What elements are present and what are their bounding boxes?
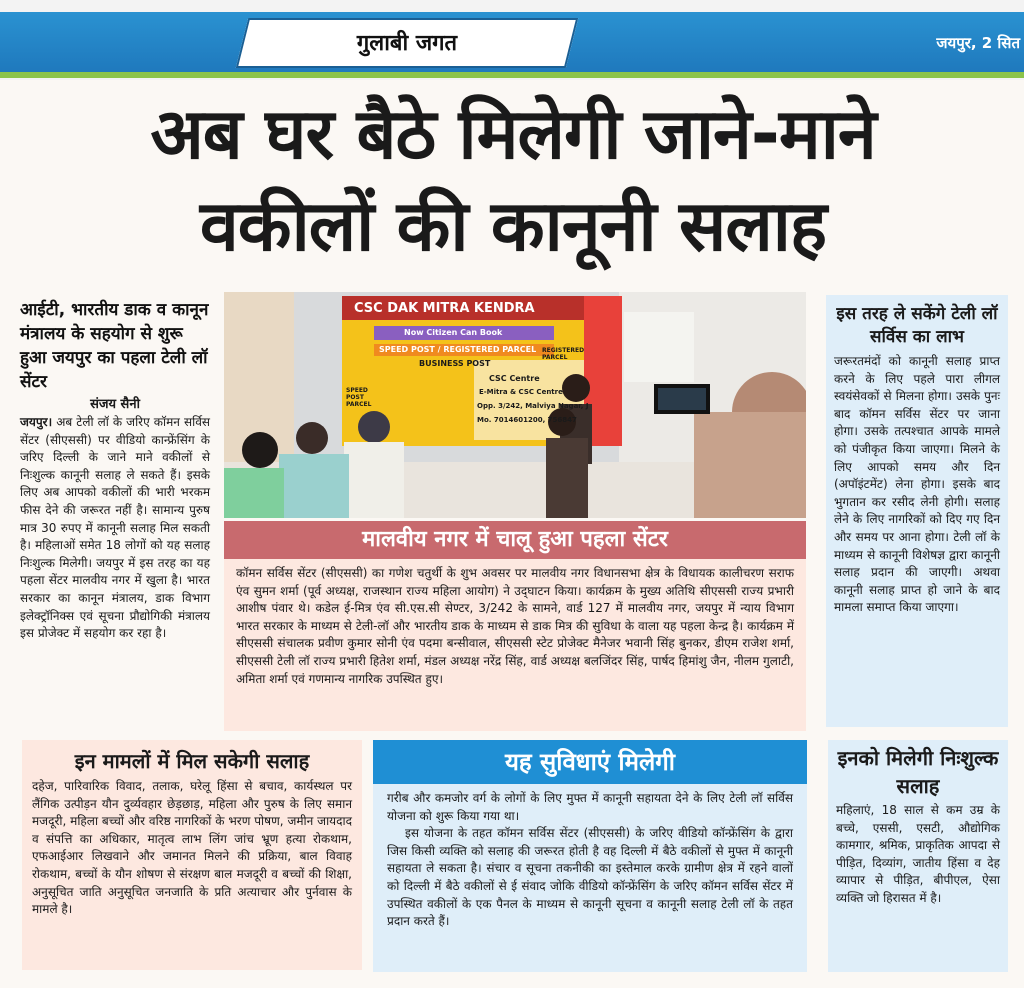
cases-box [22, 740, 362, 970]
facility-box-title: यह सुविधाएं मिलेगी [373, 740, 807, 784]
sign-line-4: CSC Centre [489, 374, 540, 383]
headline [8, 88, 1018, 272]
headline-line-2: वकीलों की कानूनी सलाह [199, 185, 827, 267]
sign-line-1: Now Citizen Can Book [404, 328, 503, 337]
facility-box-body [373, 784, 807, 937]
lead-dateline: जयपुर। [20, 415, 53, 429]
facility-para-1: गरीब और कमजोर वर्ग के लोगों के लिए मुफ्त में कानूनी सहायता देने के लिए टेली लॉ सर्विस योजना को शुरू किया गया था। [387, 791, 793, 823]
facility-box [373, 740, 807, 972]
free-box [828, 740, 1008, 972]
sign-badge-right: REGISTERED PARCEL [542, 347, 585, 361]
section-label: गुलाबी जगत [356, 31, 458, 56]
sign-title: CSC DAK MITRA KENDRA [354, 301, 535, 316]
center-story-body: कॉमन सर्विस सेंटर (सीएससी) का गणेश चतुर्थी के शुभ अवसर पर मालवीय नगर विधानसभा क्षेत्र के विधायक कालीचरण सराफ एंव सुमन शर्मा (पूर्व अध्यक्ष, राजस्थान राज्य महिला आयोग) ने उद्‌घाटन किया। कार्यक्रम के मुख्य अतिथि सीएससी राज्य प्रभारी आशीष पंवार थे। कडेल ई-मित्र एंव सी.एस.सी सेण्टर, 3/242 के सामने, वार्ड 127 में मालवीय नगर, जयपुर में न्याय विभाग भारत सरकार के माध्यम से टेली-लॉ और भारतीय डाक के माध्यम से डाक मित्र की सुविधा के वाला यह पहला केन्द्र है। कार्यक्रम में सीएससी संचालक प्रवीण कुमार सोनी एंव पदमा बन्सीवाल, सीएससी स्टेट प्रोजेक्ट मैनेजर भवानी सिंह बुनकर, डीएम राजेश शर्मा, सीएससी टेली लॉ राज्य प्रभारी हितेश शर्मा, मंडल अध्यक्ष नरेंद्र सिंह, वार्ड अध्यक्ष बलजिंदर सिंह, पार्षद हिमांशु जैन, नीलम गुलाटी, अमिता शर्मा एवं गणमान्य नागरिक उपस्थित हुए। [236, 566, 794, 686]
free-box-body: महिलाएं, 18 साल से कम उम्र के बच्चे, एससी, एसटी, औद्योगिक कामगार, श्रमिक, प्राकृतिक आपदा से पीड़ित, दिव्यांग, जातीय हिंसा व देह व्यापार से पीड़ित, बीपीएल, ऐसा व्यक्ति जो हिरासत में है। [836, 803, 1000, 905]
sign-badge-left: SPEED POST PARCEL [346, 387, 372, 408]
benefit-box [826, 295, 1008, 727]
news-photo [224, 292, 806, 518]
center-story-title: मालवीय नगर में चालू हुआ पहला सेंटर [224, 521, 806, 559]
center-story [224, 521, 806, 731]
sign-line-6: Opp. 3/242, Malviya Nagar, J [477, 402, 589, 410]
cases-box-title: इन मामलों में मिल सकेगी सलाह [74, 749, 310, 773]
byline: संजय सैनी [90, 397, 140, 412]
benefit-box-title: इस तरह ले सकेंगे टेली लॉ सर्विस का लाभ [836, 304, 998, 347]
masthead-green-rule [0, 72, 1024, 78]
lead-body [20, 414, 210, 643]
sign-line-7: Mo. 7014601200, 756847 [477, 416, 577, 424]
facility-para-2: इस योजना के तहत कॉमन सर्विस सेंटर (सीएससी) के जरिए वीडियो कॉन्फ्रेंसिंग के द्वारा जिस किसी व्यक्ति को सलाह की जरूरत होती है वह दिल्ली में बैठे वकीलों से मुफ्त में कानूनी सहायता ले सकता है। संचार व सूचना तकनीकी का इस्तेमाल करके ग्रामीण क्षेत्र में रहने वालों को दिल्ली में बैठे वकीलों से ई संवाद जोकि वीडियो कॉन्फ्रेंसिंग के जरिए कॉमन सर्विस सेंटर में उपस्थित वकीलों के एक पैनल के माध्यम से कानूनी सूचना व कानूनी सलाह टेली लॉ के तहत प्रदान करते हैं। [387, 826, 793, 929]
lead-story [20, 298, 210, 643]
sign-line-5: E-Mitra & CSC Centre [479, 388, 563, 396]
lead-subhead: आईटी, भारतीय डाक व कानून मंत्रालय के सहयोग से शुरू हुआ जयपुर का पहला टेली लॉ सेंटर [20, 300, 209, 392]
headline-line-1: अब घर बैठे मिलेगी जाने-माने [150, 93, 876, 175]
masthead-dateline: जयपुर, 2 सित [936, 34, 1020, 52]
sign-line-3: BUSINESS POST [419, 359, 491, 368]
benefit-box-body: जरूरतमंदों को कानूनी सलाह प्राप्त करने के लिए पहले पारा लीगल स्वयंसेवकों से मिलना होगा। उसके पुनः बाद कॉमन सर्विस सेंटर पर जाना होगा। उसके तत्पश्चात आपके मामले को पंजीकृत किया जाएगा। मिलने के लिए आपको समय और दिन (अपॉइंटमेंट) लेना होगा। इसके बाद भुगतान कर रसीद लेनी होगी। सलाह लेने के लिए नागरिकों को दिए गए दिन और समय पर आना होगा। टेली लॉ के माध्यम से कानूनी विशेषज्ञ द्वारा कानूनी सलाह प्रदान की जाएगी। अथवा कानूनी सलाह प्राप्त हो जाने के बाद मामला समाप्त किया जाएगा। [834, 354, 1000, 615]
cases-box-body: दहेज, पारिवारिक विवाद, तलाक, घरेलू हिंसा से बचाव, कार्यस्थल पर लैंगिक उत्पीड़न यौन दुर्व्यवहार छेड़छाड़, महिला और पुरुष के लिए समान मजदूरी, महिला बच्चों और वरिष्ठ नागरिकों के भरण पोषण, जमीन जायदाद व संपत्ति का अधिकार, मातृत्व लाभ लिंग जांच भ्रूण हत्या रोकथाम, एफआईआर लिखवाने और जमानत मिलने की प्रक्रिया, बाल विवाह रोकथाम, बच्चों के यौन शोषण से संरक्षण बाल मजदूरी व बच्चों की शिक्षा, अनुसूचित जाति अनुसूचित जनजाति के प्रति अत्याचार और पुर्नवास के मामले है। [32, 779, 352, 917]
lead-body-text: अब टेली लॉ के जरिए कॉमन सर्विस सेंटर (सीएससी) पर वीडियो कान्फ्रेंसिंग के जरिए दिल्ली के जाने माने वकीलों से निःशुल्क कानूनी सलाह ले सकते हैं। इसके लिए अब आपको वकीलों की भारी भरकम फीस देने की जरूरत नहीं है। सामान्य पुरुष मात्र 30 रुपए में कानूनी सलाह मिल सकती है। महिलाओं समेत 18 लोगों को यह सलाह निःशुल्क मिलेगी। जयपुर में इस तरह का यह पहला सेंटर मालवीय नगर में खुला है। भारत सरकार का कानून मंत्रालय, डाक विभाग इलेक्ट्रॉनिक्स एवं सूचना प्रौद्योगिकी मंत्रालय इस प्रोजेक्ट में सहयोग कर रहा है। [20, 415, 210, 641]
free-box-title: इनको मिलेगी निःशुल्क सलाह [837, 746, 999, 798]
sign-line-2: SPEED POST / REGISTERED PARCEL [379, 345, 537, 354]
